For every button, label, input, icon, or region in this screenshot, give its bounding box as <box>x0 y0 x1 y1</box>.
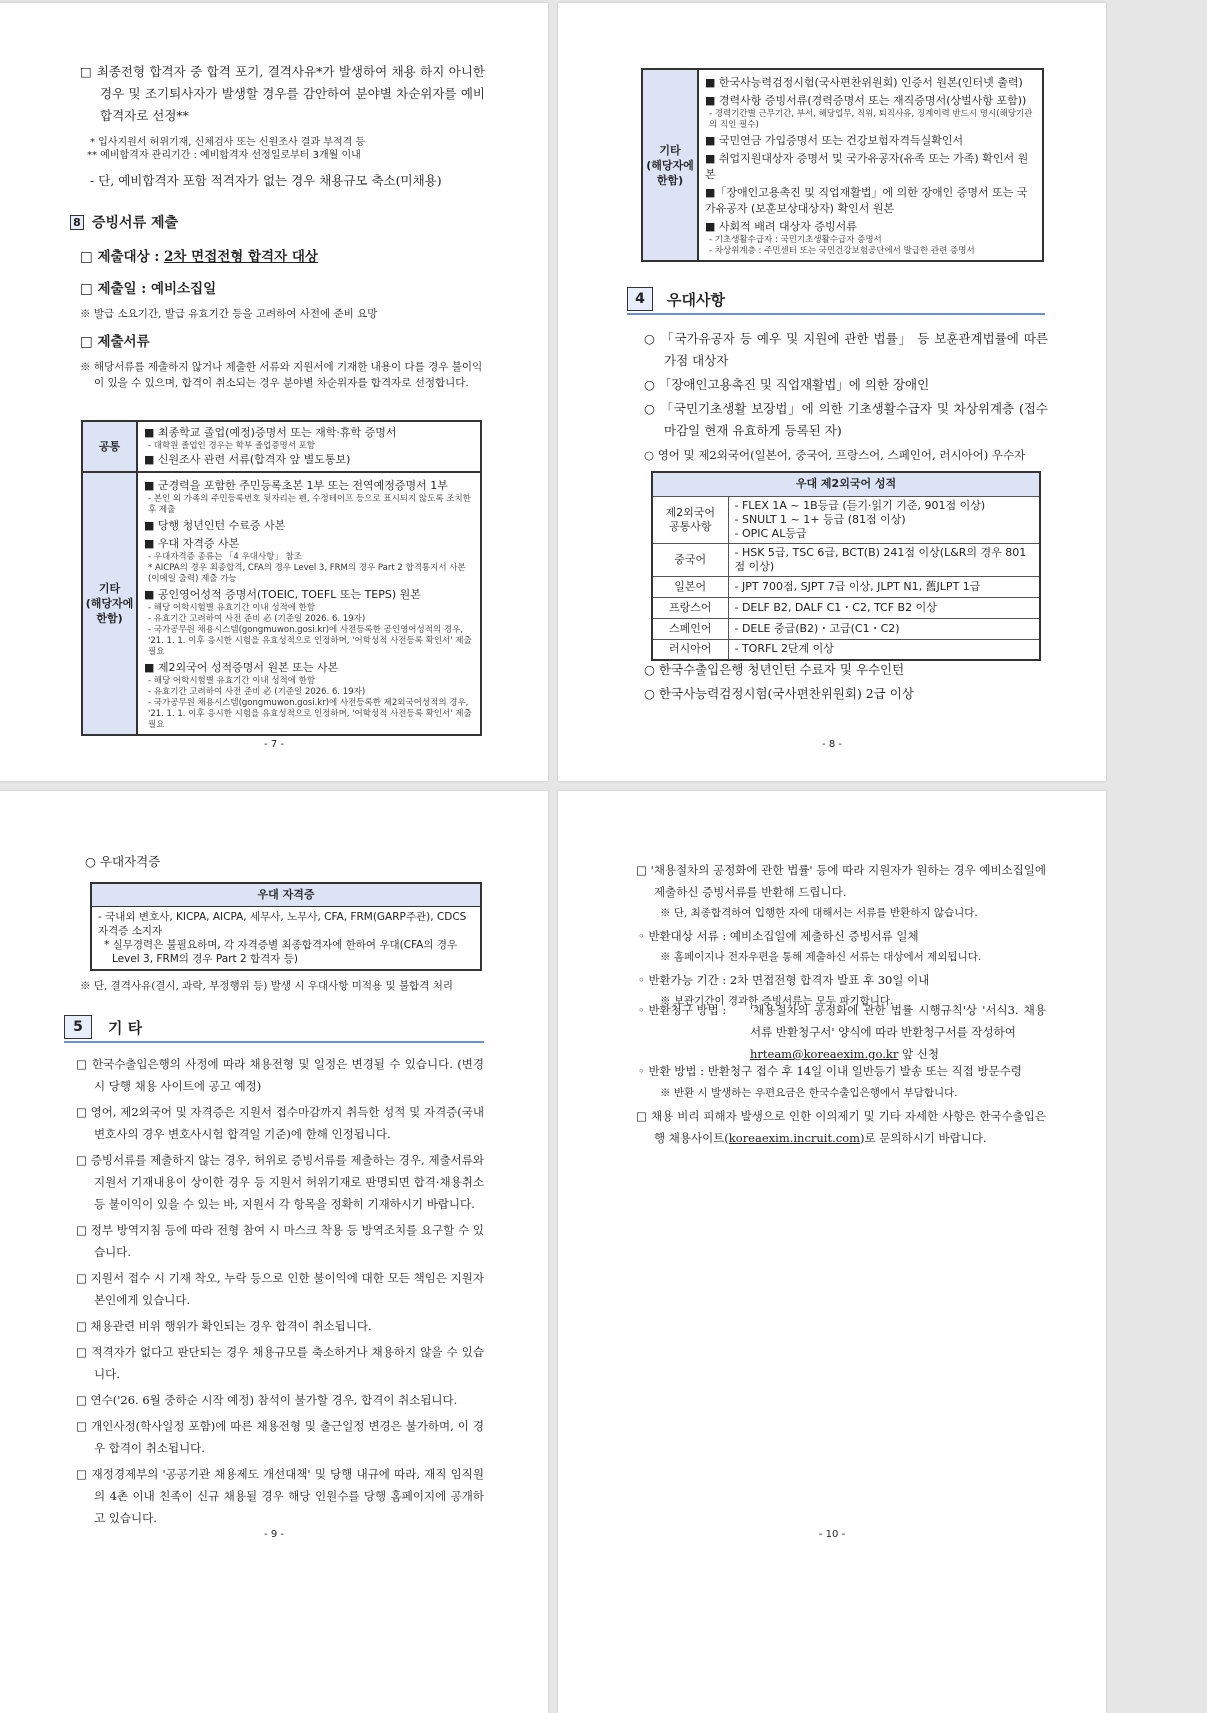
page-number: - 7 - <box>264 739 284 750</box>
list-item: □ 영어, 제2외국어 및 자격증은 지원서 접수마감까지 취득한 성적 및 자격증(국내변호사의 경우 변호사시험 합격일 기준)에 한해 인정됩니다. <box>76 1105 484 1141</box>
sub-item: - 유효기간 고려하여 사전 준비 必 (기준일 2026. 6. 19자) <box>148 687 366 697</box>
item: ■ 공인영어성적 증명서(TOEIC, TOEFL 또는 TEPS) 원본 <box>144 588 421 601</box>
return-note: ※ 반환 시 발생하는 우편요금은 한국수출입은행에서 부담합니다. <box>660 1087 958 1099</box>
sub-item: - 경력기간별 근무기간, 부서, 해당업무, 직위, 퇴직사유, 징계이력 반드시 명시(해당기관의 직인 필수) <box>709 109 1033 130</box>
section-title: 우대사항 <box>667 290 725 309</box>
list-item: □ 연수('26. 6월 중하순 시작 예정) 참석이 불가할 경우, 합격이 취소됩니다. <box>76 1393 458 1407</box>
list-item: □ 재정경제부의 '공공기관 채용제도 개선대책' 및 당행 내규에 따라, 재직 임직원의 4촌 이내 친족이 신규 채용될 경우 해당 인원수를 당행 홈페이지에 공개하고 있습니다. <box>76 1467 484 1525</box>
list-item: □ 증빙서류를 제출하지 않는 경우, 허위로 증빙서류를 제출하는 경우, 제출서류와 지원서 기재내용이 상이한 경우 등 지원서 허위기재로 판명되면 합격·채용취소 등 불이익이 있을 수 있는 바, 지원서 각 항목을 정확히 기재하시기 바랍니다. <box>76 1153 484 1211</box>
language-name: 프랑스어 <box>652 597 728 618</box>
page-7 <box>0 3 548 781</box>
list-item: ○ 한국사능력검정시험(국사편찬위원회) 2급 이상 <box>644 686 914 701</box>
text: □ 채용 비리 피해자 발생으로 인한 이의제기 및 기타 자세한 사항은 한국수출입은행 채용사이트( <box>636 1109 1046 1145</box>
language-name: 제2외국어 공통사항 <box>652 496 728 543</box>
item: ■ 군경력을 포함한 주민등록초본 1부 또는 전역예정증명서 1부 <box>144 479 448 492</box>
language-row <box>652 543 1040 576</box>
disqualify-note: ※ 단, 결격사유(결시, 과락, 부정행위 등) 발생 시 우대사항 미적용 및 불합격 처리 <box>80 980 454 992</box>
docs-note: ※ 해당서류를 제출하지 않거나 제출한 서류와 지원서에 기재한 내용이 다를 경우 불이익이 있을 수 있으며, 합격이 취소되는 경우 분야별 차순위자를 합격자로 선정합니다. <box>80 361 483 389</box>
list-item: □ 한국수출입은행의 사정에 따라 채용전형 및 일정은 변경될 수 있습니다. (변경 시 당행 채용 사이트에 공고 예정) <box>76 1057 484 1093</box>
submit-target <box>80 246 318 268</box>
sub-item: - 대학원 졸업인 경우는 학부 졸업증명서 포함 <box>148 441 316 451</box>
list-item: □ 개인사정(학사일정 포함)에 따른 채용전형 및 출근일정 변경은 불가하며, 이 경우 합격이 취소됩니다. <box>76 1419 484 1455</box>
language-requirement: - DELF B2, DALF C1・C2, TCF B2 이상 <box>728 597 1040 618</box>
language-row <box>652 576 1040 597</box>
item: ■ 경력사항 증빙서류(경력증명서 또는 재직증명서(상벌사항 포함)) <box>705 94 1027 107</box>
section-number: 4 <box>627 287 653 311</box>
return-list <box>636 859 1046 1013</box>
value: '채용절차의 공정화에 관한 법률 시행규칙'상 '서식3. 채용서류 반환청구서' 양식에 따라 반환청구서를 작성하여 <box>750 1003 1046 1039</box>
language-table <box>651 471 1041 661</box>
language-name: 스페인어 <box>652 618 728 639</box>
page-number: - 9 - <box>264 1529 284 1540</box>
email-link[interactable]: hrteam@koreaexim.go.kr <box>750 1047 899 1061</box>
note: ※ 홈페이지나 전자우편을 통해 제출하신 서류는 대상에서 제외됩니다. <box>660 951 982 963</box>
section-heading <box>627 287 1045 315</box>
certificate-table <box>90 882 482 971</box>
item: ■ 취업지원대상자 증명서 및 국가유공자(유족 또는 가족) 확인서 원본 <box>705 152 1029 181</box>
page-number: - 10 - <box>818 1529 846 1540</box>
common-cell <box>137 421 481 472</box>
row-label-common: 공통 <box>82 421 137 472</box>
sub-item: - 해당 어학시험별 유효기간 이내 성적에 한함 <box>148 676 316 686</box>
note: ※ 보관기간이 경과한 증빙서류는 모두 파기합니다. <box>660 995 894 1007</box>
list-item: □ 적격자가 없다고 판단되는 경우 채용규모를 축소하거나 채용하지 않을 수 있습니다. <box>76 1345 484 1381</box>
section-number: 8 <box>70 215 84 230</box>
item: ■ 국민연금 가입증명서 또는 건강보험자격득실확인서 <box>705 134 964 147</box>
list-item: ○ 「장애인고용촉진 및 직업재활법」에 의한 장애인 <box>644 377 930 392</box>
language-row <box>652 597 1040 618</box>
language-row <box>652 639 1040 660</box>
language-table-title: 우대 제2외국어 성적 <box>652 472 1040 496</box>
etc-cell <box>698 69 1043 261</box>
note-2: ** 예비합격자 관리기간 : 예비합격자 선정일로부터 3개월 이내 <box>87 150 361 161</box>
dan-note: - 단, 예비합격자 포함 적격자가 없는 경우 채용규모 축소(미채용) <box>90 173 442 188</box>
documents-table <box>81 420 482 736</box>
list-item: □ 정부 방역지침 등에 따라 전형 참여 시 마스크 착용 등 방역조치를 요구할 수 있습니다. <box>76 1223 484 1259</box>
sub-item: - 우대자격증 종류는 「4 우대사항」 참조 <box>148 552 302 562</box>
submit-date: □ 제출일 : 예비소집일 <box>80 281 217 297</box>
item: ■ 우대 자격증 사본 <box>144 537 240 550</box>
return-method <box>638 999 1046 1065</box>
item: ■ 최종학교 졸업(예정)증명서 또는 재학·휴학 증명서 <box>144 426 397 439</box>
submit-docs: □ 제출서류 <box>80 334 150 350</box>
sub-item: - 본인 외 가족의 주민등록번호 뒷자리는 펜, 수정테이프 등으로 표시되지 않도록 조치한 후 제출 <box>148 494 471 515</box>
language-requirement: - FLEX 1A ~ 1B등급 (듣기·읽기 기준, 901점 이상) - SNULT 1 ~ 1+ 등급 (81점 이상) - OPIC AL등급 <box>728 496 1040 543</box>
documents-table-continued <box>641 68 1044 262</box>
tail: 앞 신청 <box>898 1047 940 1061</box>
section-heading <box>64 1015 484 1043</box>
label: ◦ 반환청구 방법 : <box>638 1003 727 1017</box>
sub-item: - 유효기간 고려하여 사전 준비 必 (기준일 2026. 6. 19자) <box>148 614 366 624</box>
language-name: 러시아어 <box>652 639 728 660</box>
item: ■ 당행 청년인턴 수료증 사본 <box>144 519 286 532</box>
note-1: * 입사지원서 허위기재, 신체검사 또는 신원조사 결과 부적격 등 <box>90 137 366 148</box>
page-number: - 8 - <box>822 739 842 750</box>
list-item: ◦ 반환대상 서류 : 예비소집일에 제출하신 증빙서류 일체 <box>638 929 919 943</box>
page-8 <box>558 3 1106 781</box>
language-requirement: - JPT 700점, SJPT 7급 이상, JLPT N1, 舊JLPT 1급 <box>728 576 1040 597</box>
preference-list <box>644 328 1048 466</box>
intro-paragraph: □ 최종전형 합격자 중 합격 포기, 결격사유*가 발생하여 채용 하지 아니한 경우 및 조기퇴사자가 발생할 경우를 감안하여 분야별 차순위자를 예비합격자로 선정** <box>80 64 485 123</box>
recruit-site-link[interactable]: koreaexim.incruit.com <box>728 1131 861 1145</box>
language-row <box>652 618 1040 639</box>
certificate-table-title: 우대 자격증 <box>91 883 481 906</box>
list-item: ○ 영어 및 제2외국어(일본어, 중국어, 프랑스어, 스페인어, 러시아어) 우수자 <box>644 448 1026 462</box>
section-number: 5 <box>64 1015 92 1039</box>
etc-list <box>76 1053 484 1533</box>
item: ■ 신원조사 관련 서류(합격자 앞 별도통보) <box>144 453 351 466</box>
sub-item: * AICPA의 경우 최종합격, CFA의 경우 Level 3, FRM의 경우 Part 2 합격통지서 사본 (이메일 출력) 제출 가능 <box>148 563 466 584</box>
sub-item: - 기초생활수급자 : 국민기초생활수급자 증명서 <box>709 235 882 245</box>
language-requirement: - TORFL 2단계 이상 <box>728 639 1040 660</box>
sub-item: - 국가공무원 채용시스템(gongmuwon.gosi.kr)에 사전등록한 제2외국어성적의 경우, '21. 1. 1. 이후 응시한 시험을 유효성적으로 인정하며, '어학성적 사전등록 확인서' 제출 필요 <box>148 698 472 730</box>
language-row <box>652 496 1040 543</box>
inquiry-item <box>636 1105 1046 1149</box>
list-item: □ 지원서 접수 시 기재 착오, 누락 등으로 인한 불이익에 대한 모든 책임은 지원자 본인에게 있습니다. <box>76 1271 484 1307</box>
list-item: ○ 우대자격증 <box>85 854 161 869</box>
cert-note: * 실무경력은 불필요하며, 각 자격증별 최종합격자에 한하여 우대(CFA의 경우 Level 3, FRM의 경우 Part 2 합격자 등) <box>104 938 458 965</box>
section-heading <box>70 212 178 232</box>
item: ■「장애인고용촉진 및 직업재활법」에 의한 장애인 증명서 또는 국가유공자 (보훈보상대상자) 확인서 원본 <box>705 186 1028 215</box>
list-item: □ '채용절차의 공정화에 관한 법률' 등에 따라 지원자가 원하는 경우 예비소집일에 제출하신 증빙서류를 반환해 드립니다. <box>636 863 1046 899</box>
sub-item: - 차상위계층 : 주민센터 또는 국민건강보험공단에서 발급한 관련 증명서 <box>709 246 975 256</box>
list-item: □ 채용관련 비위 행위가 확인되는 경우 합격이 취소됩니다. <box>76 1319 372 1333</box>
text: )로 문의하시기 바랍니다. <box>860 1131 987 1145</box>
language-name: 일본어 <box>652 576 728 597</box>
item: ■ 사회적 배려 대상자 증빙서류 <box>705 220 857 233</box>
section-title: 기 타 <box>108 1018 143 1037</box>
label: □ 제출대상 : <box>80 249 165 265</box>
item: ■ 제2외국어 성적증명서 원본 또는 사본 <box>144 661 339 674</box>
cert-line: - 국내외 변호사, KICPA, AICPA, 세무사, 노무사, CFA, FRM(GARP주관), CDCS 자격증 소지자 <box>98 910 467 937</box>
note: ※ 단, 최종합격하여 입행한 자에 대해서는 서류를 반환하지 않습니다. <box>660 907 978 919</box>
page-10 <box>558 791 1106 1713</box>
etc-cell <box>137 472 481 735</box>
return-way: ◦ 반환 방법 : 반환청구 접수 후 14일 이내 일반등기 발송 또는 직접 방문수령 <box>638 1064 1022 1078</box>
value: 2차 면접전형 합격자 대상 <box>164 249 318 265</box>
section-title: 증빙서류 제출 <box>92 215 179 231</box>
list-item: ○ 「국민기초생활 보장법」에 의한 기초생활수급자 및 차상위계층 (접수마감일 현재 유효하게 등록된 자) <box>644 401 1048 438</box>
page-9 <box>0 791 548 1713</box>
sub-item: - 국가공무원 채용시스템(gongmuwon.gosi.kr)에 사전등록한 공인영어성적의 경우, '21. 1. 1. 이후 응시한 시험을 유효성적으로 인정하며, '어학성적 사전등록 확인서' 제출 필요 <box>148 625 472 657</box>
row-label-etc: 기타 (해당자에 한함) <box>82 472 137 735</box>
row-label-etc: 기타 (해당자에 한함) <box>642 69 698 261</box>
list-item: ○ 한국수출입은행 청년인턴 수료자 및 우수인턴 <box>644 662 905 677</box>
language-requirement: - HSK 5급, TSC 6급, BCT(B) 241점 이상(L&R의 경우 801점 이상) <box>728 543 1040 576</box>
sub-item: - 해당 어학시험별 유효기간 이내 성적에 한함 <box>148 603 316 613</box>
language-name: 중국어 <box>652 543 728 576</box>
item: ■ 한국사능력검정시험(국사편찬위원회) 인증서 원본(인터넷 출력) <box>705 76 1023 89</box>
list-item: ◦ 반환가능 기간 : 2차 면접전형 합격자 발표 후 30일 이내 <box>638 973 930 987</box>
language-requirement: - DELE 중급(B2)・고급(C1・C2) <box>728 618 1040 639</box>
list-item: ○ 「국가유공자 등 예우 및 지원에 관한 법률」 등 보훈관계법률에 따른 가점 대상자 <box>644 331 1048 368</box>
date-note: ※ 발급 소요기간, 발급 유효기간 등을 고려하여 사전에 준비 요망 <box>80 308 378 320</box>
